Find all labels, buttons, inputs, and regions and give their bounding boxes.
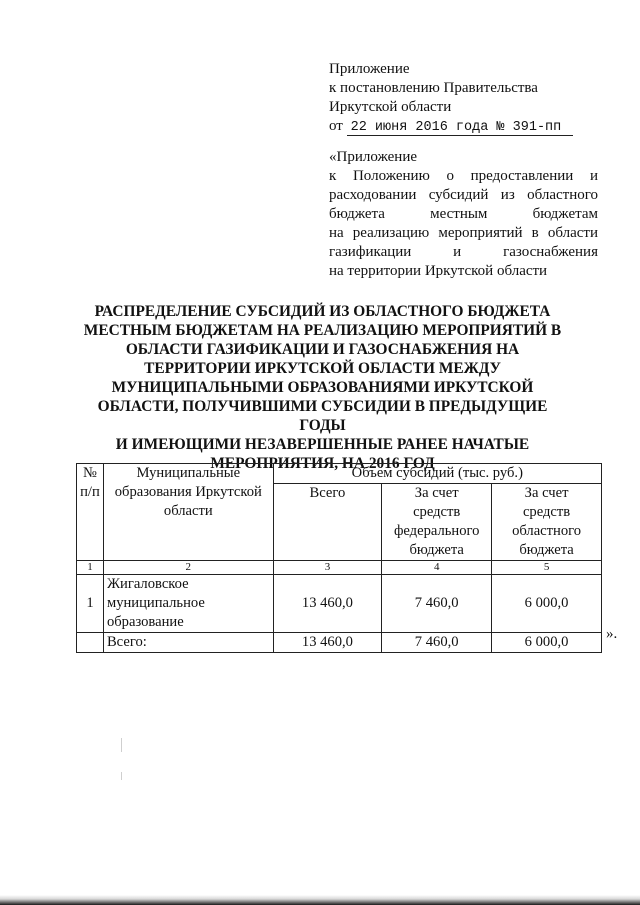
- header-total: Всего: [273, 484, 382, 561]
- scan-speck: [121, 772, 122, 780]
- scan-speck: [121, 738, 122, 752]
- decree-date-number: 22 июня 2016 года № 391-пп: [347, 120, 574, 136]
- title-line: РАСПРЕДЕЛЕНИЕ СУБСИДИЙ ИЗ ОБЛАСТНОГО БЮДЖЕТА: [94, 303, 551, 320]
- title-line: МЕРОПРИЯТИЯ, НА 2016 ГОД: [210, 455, 435, 472]
- closing-quote: ».: [606, 626, 618, 642]
- appendix-date-line: [329, 117, 599, 137]
- column-index: 2: [103, 561, 273, 575]
- column-index: 4: [382, 561, 492, 575]
- title-line: ОБЛАСТИ ГАЗИФИКАЦИИ И ГАЗОСНАБЖЕНИЯ НА: [125, 341, 520, 358]
- document-title: [80, 302, 565, 473]
- row-federal: 7 460,0: [382, 575, 492, 633]
- header-subsidy-volume: Объем субсидий (тыс. руб.): [273, 464, 601, 484]
- appendix-line-1: Приложение: [329, 61, 410, 77]
- subsidy-table: [76, 463, 602, 653]
- column-index: 5: [492, 561, 602, 575]
- regulation-line-4: бюджета местным бюджетам: [329, 206, 598, 222]
- scan-bottom-edge: [0, 895, 640, 905]
- regulation-line-2: к Положению о предоставлении и: [329, 168, 598, 184]
- title-line: И ИМЕЮЩИМИ НЕЗАВЕРШЕННЫЕ РАНЕЕ НАЧАТЫЕ: [115, 436, 530, 453]
- title-line: МУНИЦИПАЛЬНЫМИ ОБРАЗОВАНИЯМИ ИРКУТСКОЙ: [111, 379, 534, 396]
- total-federal: 7 460,0: [382, 633, 492, 653]
- table-header-row: [77, 464, 602, 484]
- column-index-row: [77, 561, 602, 575]
- row-total: 13 460,0: [273, 575, 382, 633]
- row-regional: 6 000,0: [492, 575, 602, 633]
- regulation-line-1: «Приложение: [329, 149, 418, 165]
- table-total-row: [77, 633, 602, 653]
- appendix-line-3: Иркутской области: [329, 99, 452, 115]
- row-number: 1: [77, 575, 104, 633]
- regulation-line-7: на территории Иркутской области: [329, 263, 548, 279]
- title-line: МЕСТНЫМ БЮДЖЕТАМ НА РЕАЛИЗАЦИЮ МЕРОПРИЯТИЙ В: [83, 322, 562, 339]
- header-regional: За счет средств областного бюджета: [492, 484, 602, 561]
- column-index: 3: [273, 561, 382, 575]
- title-line: ОБЛАСТИ, ПОЛУЧИВШИМИ СУБСИДИИ В ПРЕДЫДУЩИЕ ГОДЫ: [97, 398, 548, 434]
- column-index: 1: [77, 561, 104, 575]
- total-regional: 6 000,0: [492, 633, 602, 653]
- regulation-line-5: на реализацию мероприятий в области: [329, 225, 598, 241]
- total-label: Всего:: [103, 633, 273, 653]
- appendix-header: [329, 60, 599, 137]
- regulation-line-6: газификации и газоснабжения: [329, 244, 598, 260]
- regulation-line-3: расходовании субсидий из областного: [329, 187, 598, 203]
- header-federal: За счет средств федерального бюджета: [382, 484, 492, 561]
- total-sum: 13 460,0: [273, 633, 382, 653]
- title-line: ТЕРРИТОРИИ ИРКУТСКОЙ ОБЛАСТИ МЕЖДУ: [144, 360, 501, 377]
- date-prefix: от: [329, 118, 343, 134]
- table-row: [77, 575, 602, 633]
- header-number: № п/п: [77, 464, 104, 561]
- row-municipality: Жигаловское муниципальное образование: [103, 575, 273, 633]
- total-row-number: [77, 633, 104, 653]
- appendix-line-2: к постановлению Правительства: [329, 80, 538, 96]
- header-municipality: Муниципальные образования Иркутской области: [103, 464, 273, 561]
- regulation-appendix: [329, 148, 598, 281]
